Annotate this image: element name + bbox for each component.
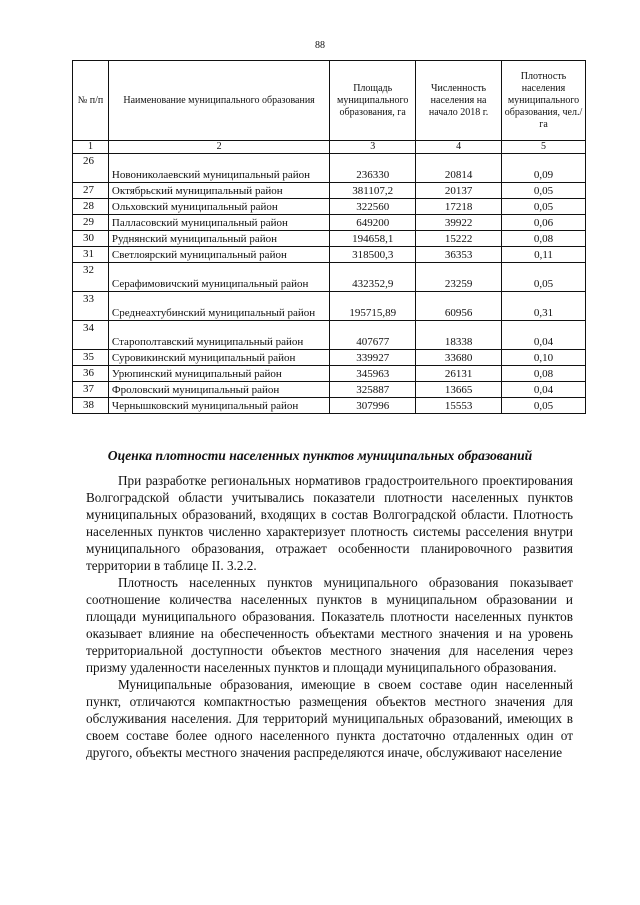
table-row [73, 231, 586, 247]
table-row [73, 398, 586, 414]
row-number: 27 [73, 183, 109, 199]
area-value: 318500,3 [330, 247, 416, 263]
table-row [73, 215, 586, 231]
population-value: 20137 [416, 183, 502, 199]
density-value: 0,05 [502, 199, 586, 215]
table-row [73, 247, 586, 263]
row-number: 32 [73, 263, 109, 292]
population-value: 15553 [416, 398, 502, 414]
density-value: 0,08 [502, 231, 586, 247]
column-index: 1 [73, 141, 109, 154]
population-value: 33680 [416, 350, 502, 366]
paragraph: Муниципальные образования, имеющие в своем составе один населенный пункт, отличаются компактностью размещения объектов местного значения для обслуживания населения. Для территорий муниципальных образований, имеющих в своем составе более одного населенного пункта достаточно отдаленных один от другого, объекты местного значения распределяются иначе, обслуживают население [86, 677, 573, 760]
district-name: Новониколаевский муниципальный район [108, 154, 329, 183]
density-value: 0,11 [502, 247, 586, 263]
table-row [73, 382, 586, 398]
column-index: 5 [502, 141, 586, 154]
density-value: 0,10 [502, 350, 586, 366]
table-row [73, 366, 586, 382]
population-value: 36353 [416, 247, 502, 263]
district-name: Суровикинский муниципальный район [108, 350, 329, 366]
district-name: Чернышковский муниципальный район [108, 398, 329, 414]
district-name: Октябрьский муниципальный район [108, 183, 329, 199]
row-number: 29 [73, 215, 109, 231]
row-number: 31 [73, 247, 109, 263]
header-num: № п/п [73, 61, 109, 141]
population-value: 20814 [416, 154, 502, 183]
population-value: 17218 [416, 199, 502, 215]
section-heading: Оценка плотности населенных пунктов муниципальных образований [107, 448, 533, 463]
header-density: Плотность населения муниципального образования, чел./га [502, 61, 586, 141]
area-value: 322560 [330, 199, 416, 215]
population-value: 39922 [416, 215, 502, 231]
district-name: Серафимовичский муниципальный район [108, 263, 329, 292]
area-value: 325887 [330, 382, 416, 398]
population-value: 60956 [416, 292, 502, 321]
density-value: 0,05 [502, 183, 586, 199]
table-header-row [73, 61, 586, 141]
row-number: 33 [73, 292, 109, 321]
population-value: 15222 [416, 231, 502, 247]
table-row [73, 263, 586, 292]
area-value: 345963 [330, 366, 416, 382]
density-value: 0,04 [502, 382, 586, 398]
density-table [72, 60, 586, 414]
table-row [73, 154, 586, 183]
table-row [73, 321, 586, 350]
row-number: 28 [73, 199, 109, 215]
row-number: 37 [73, 382, 109, 398]
row-number: 38 [73, 398, 109, 414]
district-name: Светлоярский муниципальный район [108, 247, 329, 263]
district-name: Палласовский муниципальный район [108, 215, 329, 231]
page-number: 88 [315, 40, 325, 51]
population-value: 23259 [416, 263, 502, 292]
district-name: Ольховский муниципальный район [108, 199, 329, 215]
column-index-row [73, 141, 586, 154]
table-row [73, 350, 586, 366]
density-value: 0,09 [502, 154, 586, 183]
area-value: 236330 [330, 154, 416, 183]
paragraph: При разработке региональных нормативов градостроительного проектирования Волгоградской области учитывались показатели плотности населенных пунктов муниципальных образований, входящих в состав Волгоградской области. Плотность населенных пунктов численно характеризует плотность системы расселения внутри муниципального образования, отражает особенности планировочного развития территории в таблице II. 3.2.2. [86, 473, 573, 573]
area-value: 194658,1 [330, 231, 416, 247]
district-name: Урюпинский муниципальный район [108, 366, 329, 382]
area-value: 339927 [330, 350, 416, 366]
district-name: Фроловский муниципальный район [108, 382, 329, 398]
paragraph: Плотность населенных пунктов муниципального образования показывает соотношение количества населенных пунктов в муниципальном образовании и площади муниципального образования. Показатель плотности населенных пунктов оказывает влияние на обеспеченность объектами местного значения и на уровень территориальной доступности объектов местного значения для населения через призму удаленности населенных пунктов и площади муниципального образования. [86, 575, 573, 675]
table-row [73, 199, 586, 215]
header-name: Наименование муниципального образования [108, 61, 329, 141]
header-population: Численность населения на начало 2018 г. [416, 61, 502, 141]
row-number: 35 [73, 350, 109, 366]
body-text [86, 472, 573, 761]
density-value: 0,31 [502, 292, 586, 321]
area-value: 407677 [330, 321, 416, 350]
population-value: 18338 [416, 321, 502, 350]
district-name: Среднеахтубинский муниципальный район [108, 292, 329, 321]
density-value: 0,04 [502, 321, 586, 350]
density-value: 0,06 [502, 215, 586, 231]
row-number: 30 [73, 231, 109, 247]
header-area: Площадь муниципального образования, га [330, 61, 416, 141]
column-index: 4 [416, 141, 502, 154]
density-value: 0,08 [502, 366, 586, 382]
area-value: 432352,9 [330, 263, 416, 292]
district-name: Руднянский муниципальный район [108, 231, 329, 247]
density-value: 0,05 [502, 398, 586, 414]
row-number: 34 [73, 321, 109, 350]
population-value: 13665 [416, 382, 502, 398]
area-value: 307996 [330, 398, 416, 414]
column-index: 2 [108, 141, 329, 154]
table-row [73, 292, 586, 321]
table-row [73, 183, 586, 199]
population-value: 26131 [416, 366, 502, 382]
district-name: Старополтавский муниципальный район [108, 321, 329, 350]
row-number: 36 [73, 366, 109, 382]
row-number: 26 [73, 154, 109, 183]
area-value: 195715,89 [330, 292, 416, 321]
area-value: 649200 [330, 215, 416, 231]
column-index: 3 [330, 141, 416, 154]
area-value: 381107,2 [330, 183, 416, 199]
density-value: 0,05 [502, 263, 586, 292]
